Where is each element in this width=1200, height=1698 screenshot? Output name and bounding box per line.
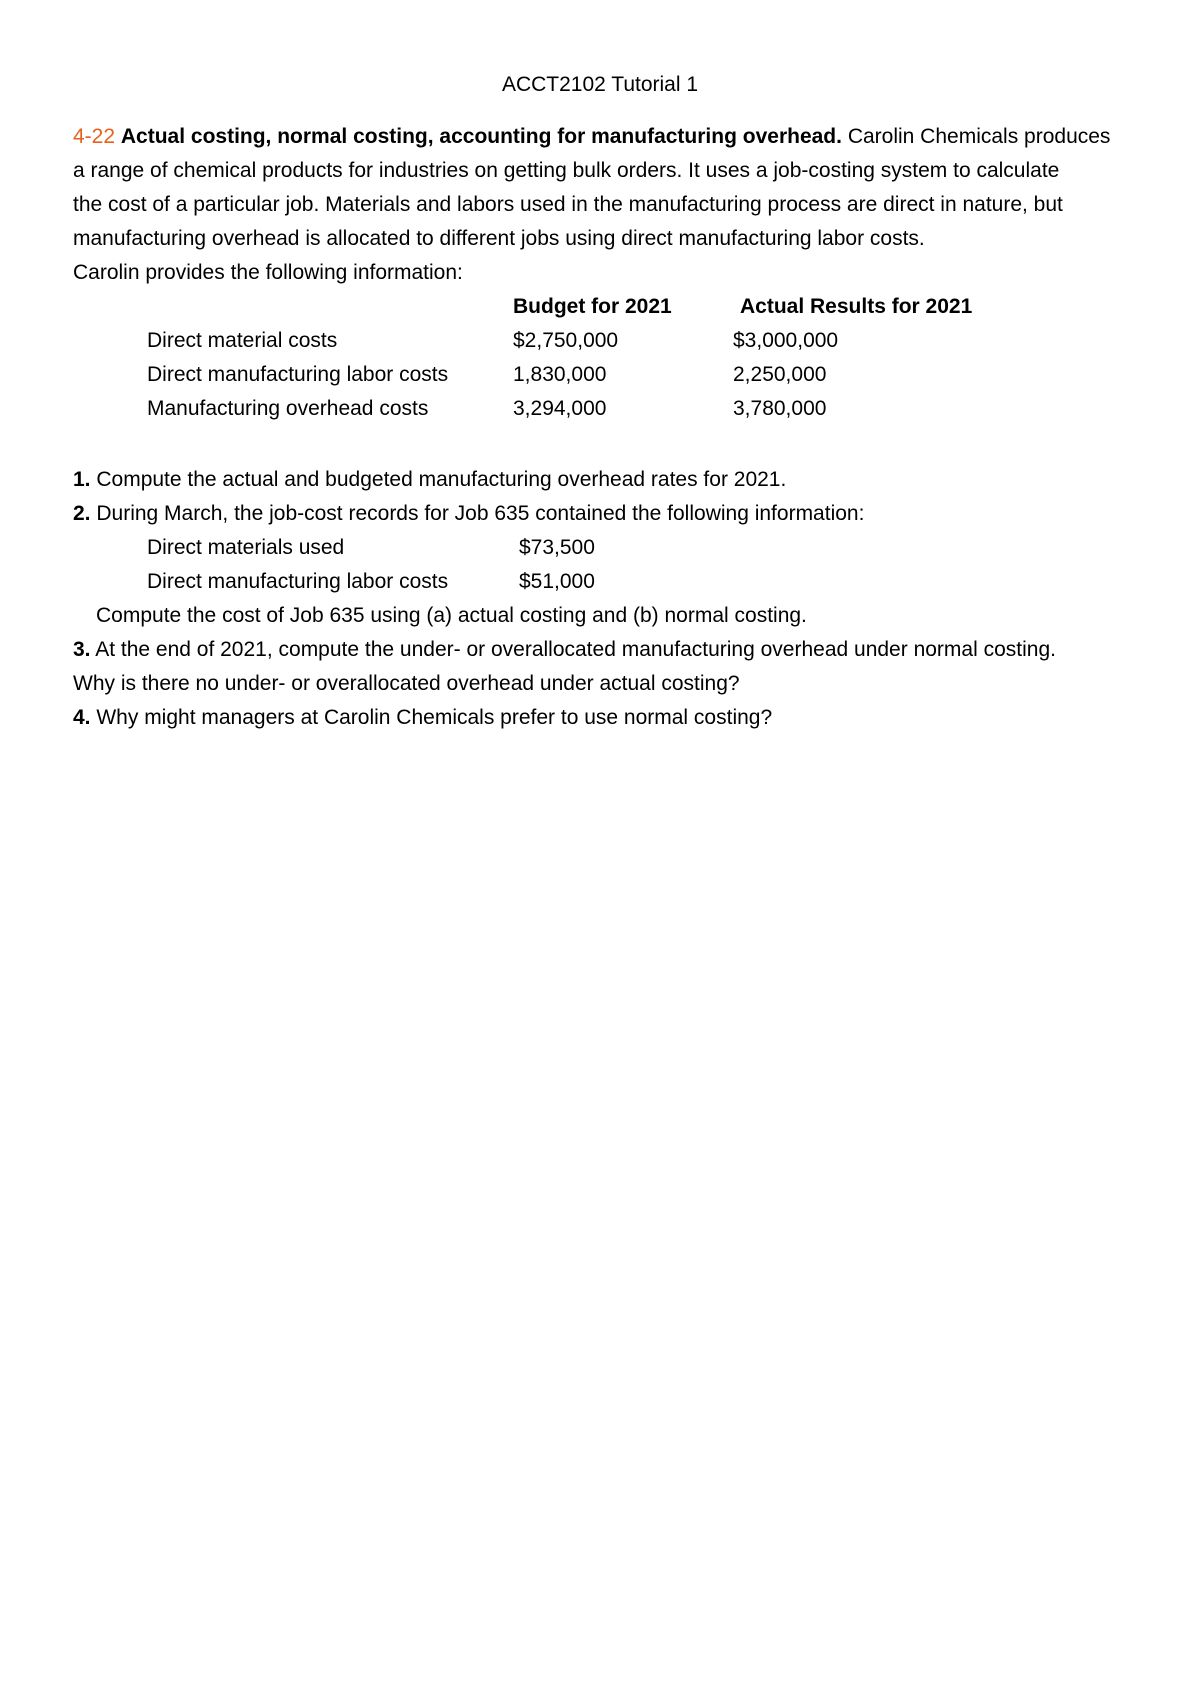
question-1	[73, 466, 786, 494]
job-row-label: Direct materials used	[147, 536, 345, 559]
table-cell-actual: $3,000,000	[733, 329, 839, 352]
question-number: 2.	[73, 502, 91, 525]
table-header-actual: Actual Results for 2021	[740, 295, 973, 318]
problem-line: the cost of a particular job. Materials and labors used in the manufacturing process are direct in nature, but	[73, 193, 1063, 216]
table-row-label: Direct manufacturing labor costs	[147, 363, 449, 386]
problem-number: 4-22	[73, 125, 116, 148]
job-row-value: $51,000	[519, 570, 595, 593]
table-cell-actual: 3,780,000	[733, 397, 827, 420]
problem-intro-line-1	[73, 123, 1110, 151]
page-title: ACCT2102 Tutorial 1	[501, 73, 699, 96]
table-cell-budget: $2,750,000	[513, 329, 619, 352]
problem-line: Carolin provides the following information:	[73, 261, 463, 284]
table-cell-budget: 1,830,000	[513, 363, 607, 386]
question-number: 3.	[73, 638, 91, 661]
question-3-followup: Why is there no under- or overallocated overhead under actual costing?	[73, 672, 740, 695]
table-cell-actual: 2,250,000	[733, 363, 827, 386]
problem-line: a range of chemical products for industries on getting bulk orders. It uses a job-costing system to calculate	[73, 159, 1060, 182]
question-4	[73, 704, 772, 732]
question-text: At the end of 2021, compute the under- or overallocated manufacturing overhead under normal costing.	[95, 638, 1056, 661]
job-row-value: $73,500	[519, 536, 595, 559]
problem-text: Carolin Chemicals produces	[847, 125, 1111, 148]
problem-heading: Actual costing, normal costing, accounting for manufacturing overhead.	[120, 125, 842, 148]
question-3	[73, 636, 1056, 664]
table-header-budget: Budget for 2021	[513, 295, 672, 318]
problem-line: manufacturing overhead is allocated to different jobs using direct manufacturing labor costs.	[73, 227, 925, 250]
question-text: Why might managers at Carolin Chemicals prefer to use normal costing?	[96, 706, 773, 729]
question-text: During March, the job-cost records for Job 635 contained the following information:	[96, 502, 865, 525]
table-row-label: Manufacturing overhead costs	[147, 397, 429, 420]
question-2	[73, 500, 864, 528]
table-cell-budget: 3,294,000	[513, 397, 607, 420]
job-row-label: Direct manufacturing labor costs	[147, 570, 449, 593]
question-number: 1.	[73, 468, 91, 491]
table-row-label: Direct material costs	[147, 329, 338, 352]
question-2-followup: Compute the cost of Job 635 using (a) actual costing and (b) normal costing.	[96, 604, 807, 627]
question-text: Compute the actual and budgeted manufacturing overhead rates for 2021.	[96, 468, 787, 491]
question-number: 4.	[73, 706, 91, 729]
